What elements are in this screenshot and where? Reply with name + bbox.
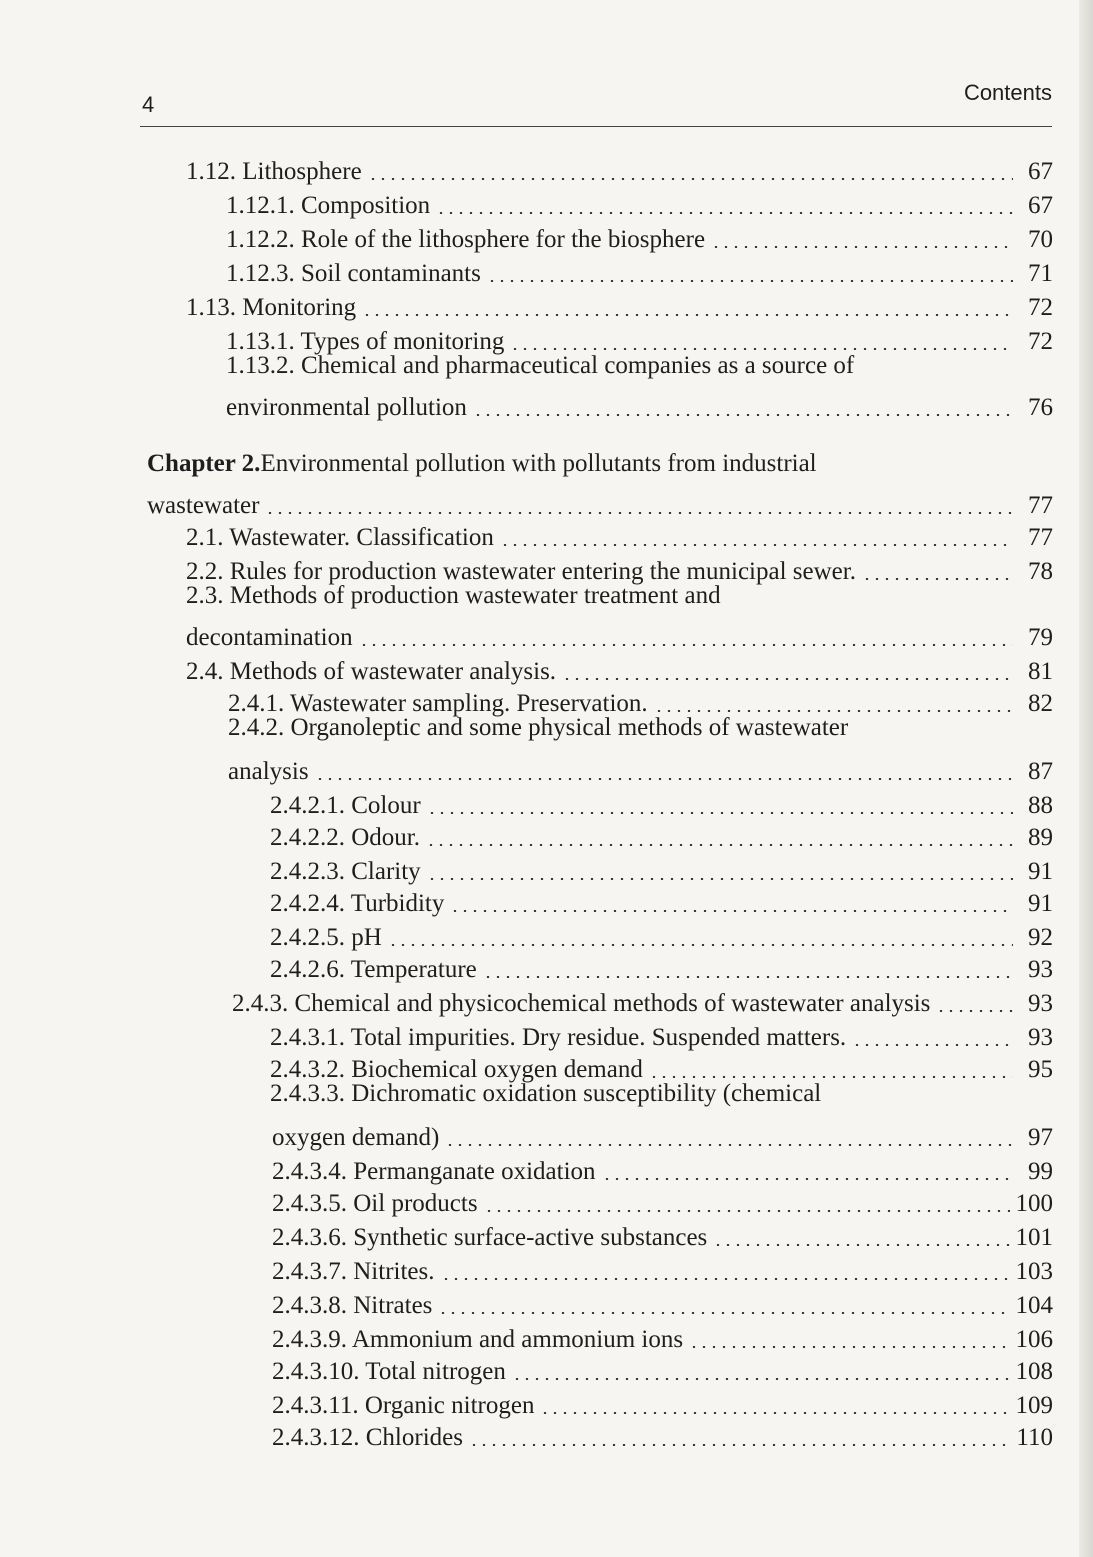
toc-entry-title: 1.12.1. Composition bbox=[226, 192, 431, 219]
dot-leader bbox=[473, 414, 1013, 416]
toc-entry bbox=[186, 618, 1053, 652]
toc-entry-title-text: 2.3. Methods of production wastewater treatment and bbox=[186, 582, 721, 609]
toc-entry-title: 2.4.3.4. Permanganate oxidation bbox=[272, 1158, 596, 1185]
dot-leader bbox=[427, 812, 1013, 814]
dot-leader bbox=[445, 1144, 1013, 1146]
toc-entry bbox=[270, 818, 1053, 852]
chapter-label: Chapter 2. bbox=[147, 450, 261, 477]
dot-leader bbox=[315, 778, 1013, 780]
dot-leader bbox=[469, 1444, 1010, 1446]
toc-entry-title: 2.4.3.2. Biochemical oxygen demand bbox=[270, 1056, 643, 1083]
toc-entry bbox=[270, 1018, 1053, 1052]
dot-leader bbox=[711, 246, 1013, 248]
toc-entry-title bbox=[270, 1080, 821, 1108]
toc-entry-title: 2.4.3.7. Nitrites. bbox=[272, 1258, 435, 1285]
toc-entry bbox=[272, 1252, 1053, 1286]
toc-entry bbox=[270, 786, 1053, 820]
dot-leader bbox=[713, 1244, 1009, 1246]
toc-page-number: 99 bbox=[1028, 1158, 1053, 1185]
dot-leader bbox=[500, 544, 1013, 546]
toc-entry bbox=[186, 288, 1053, 322]
toc-entry-title: 2.4.3.5. Oil products bbox=[272, 1190, 478, 1217]
dot-leader bbox=[484, 1210, 1010, 1212]
toc-entry-title: 1.12.3. Soil contaminants bbox=[226, 260, 481, 287]
toc-entry-title: 2.4.2.6. Temperature bbox=[270, 956, 477, 983]
toc-page-number: 91 bbox=[1028, 858, 1053, 885]
dot-leader bbox=[427, 878, 1013, 880]
toc-page-number: 110 bbox=[1016, 1424, 1053, 1451]
dot-leader bbox=[936, 1010, 1013, 1012]
toc-entry-title: 2.4.3.8. Nitrates bbox=[272, 1292, 433, 1319]
toc-page-number: 77 bbox=[1028, 492, 1053, 519]
toc-entry bbox=[232, 984, 1053, 1018]
toc-entry-continuation: decontamination bbox=[186, 624, 353, 651]
toc-page-number: 101 bbox=[1015, 1224, 1053, 1251]
toc-entry bbox=[272, 1418, 1053, 1452]
toc-page-number: 70 bbox=[1028, 226, 1053, 253]
page-edge-shadow bbox=[1079, 0, 1093, 1557]
dot-leader bbox=[602, 1178, 1013, 1180]
toc-page-number: 76 bbox=[1028, 394, 1053, 421]
page-header bbox=[140, 78, 1052, 127]
toc-entry bbox=[226, 254, 1053, 288]
toc-entry-title: 2.4.1. Wastewater sampling. Preservation. bbox=[228, 690, 648, 717]
toc-entry-title: 2.4.3. Chemical and physicochemical methods of wastewater analysis bbox=[232, 990, 931, 1017]
toc-page-number: 82 bbox=[1028, 690, 1053, 717]
toc-entry-title: 2.4.3.10. Total nitrogen bbox=[272, 1358, 506, 1385]
toc-entry bbox=[270, 852, 1053, 886]
dot-leader bbox=[362, 314, 1013, 316]
toc-entry-title: 2.1. Wastewater. Classification bbox=[186, 524, 494, 551]
toc-page-number: 81 bbox=[1028, 658, 1053, 685]
dot-leader bbox=[852, 1044, 1013, 1046]
dot-leader bbox=[436, 212, 1013, 214]
toc-entry-title-text: 2.4.2. Organoleptic and some physical methods of wastewater bbox=[228, 714, 849, 741]
dot-leader bbox=[562, 678, 1013, 680]
toc-entry-title bbox=[228, 714, 848, 742]
dot-leader bbox=[689, 1346, 1009, 1348]
toc-entry-title: 2.4.3.11. Organic nitrogen bbox=[272, 1392, 535, 1419]
toc-entry-continuation: wastewater bbox=[147, 492, 260, 519]
dot-leader bbox=[649, 1076, 1013, 1078]
toc-entry-title: 2.4.3.6. Synthetic surface-active substances bbox=[272, 1224, 708, 1251]
toc-entry bbox=[272, 1218, 1053, 1252]
toc-page-number: 93 bbox=[1028, 956, 1053, 983]
toc-page-number: 89 bbox=[1028, 824, 1053, 851]
toc-entry-title: 1.13.1. Types of monitoring bbox=[226, 328, 505, 355]
toc-entry bbox=[270, 1050, 1053, 1084]
toc-entry-title: 2.4.3.12. Chlorides bbox=[272, 1424, 463, 1451]
toc-entry bbox=[272, 1152, 1053, 1186]
toc-page-number: 67 bbox=[1028, 192, 1053, 219]
dot-leader bbox=[388, 944, 1013, 946]
dot-leader bbox=[426, 844, 1013, 846]
toc-entry-title: 2.2. Rules for production wastewater entering the municipal sewer. bbox=[186, 558, 856, 585]
toc-entry-title-text: 2.4.3.3. Dichromatic oxidation susceptibility (chemical bbox=[270, 1080, 822, 1107]
toc-entry bbox=[186, 652, 1053, 686]
toc-entry-continuation: environmental pollution bbox=[226, 394, 467, 421]
toc-page-number: 72 bbox=[1028, 294, 1053, 321]
toc-entry-title-text: 1.13.2. Chemical and pharmaceutical companies as a source of bbox=[226, 352, 855, 379]
toc-entry bbox=[226, 186, 1053, 220]
toc-entry-title: 2.4.3.1. Total impurities. Dry residue. Suspended matters. bbox=[270, 1024, 847, 1051]
toc-page-number: 78 bbox=[1028, 558, 1053, 585]
toc-page-number: 77 bbox=[1028, 524, 1053, 551]
toc-entry bbox=[186, 552, 1053, 586]
toc-page-number: 93 bbox=[1028, 1024, 1053, 1051]
toc-entry bbox=[226, 220, 1053, 254]
toc-entry-title bbox=[226, 352, 854, 380]
dot-leader bbox=[512, 1378, 1010, 1380]
toc-entry bbox=[186, 518, 1053, 552]
toc-page-number: 106 bbox=[1015, 1326, 1053, 1353]
toc-page-number: 97 bbox=[1028, 1124, 1053, 1151]
toc-entry bbox=[272, 1118, 1053, 1152]
toc-entry-continuation: oxygen demand) bbox=[272, 1124, 440, 1151]
toc-entry bbox=[226, 388, 1053, 422]
toc-entry bbox=[228, 752, 1053, 786]
toc-entry bbox=[186, 152, 1053, 186]
toc-page-number: 79 bbox=[1028, 624, 1053, 651]
toc-page-number: 87 bbox=[1028, 758, 1053, 785]
toc-entry bbox=[270, 918, 1053, 952]
dot-leader bbox=[483, 976, 1013, 978]
toc-entry-title: 1.12.2. Role of the lithosphere for the biosphere bbox=[226, 226, 706, 253]
page-number: 4 bbox=[142, 92, 155, 117]
toc-entry-title: 2.4.2.1. Colour bbox=[270, 792, 421, 819]
toc-page-number: 92 bbox=[1028, 924, 1053, 951]
dot-leader bbox=[438, 1312, 1009, 1314]
toc-page-number: 67 bbox=[1028, 158, 1053, 185]
toc-page-number: 109 bbox=[1015, 1392, 1053, 1419]
dot-leader bbox=[487, 280, 1013, 282]
dot-leader bbox=[368, 178, 1013, 180]
toc-page-number: 95 bbox=[1028, 1056, 1053, 1083]
toc-entry-continuation: analysis bbox=[228, 758, 309, 785]
toc-page-number: 103 bbox=[1015, 1258, 1053, 1285]
toc-entry bbox=[270, 950, 1053, 984]
dot-leader bbox=[359, 644, 1013, 646]
toc-entry-title: 2.4.2.4. Turbidity bbox=[270, 890, 445, 917]
toc-entry bbox=[270, 884, 1053, 918]
toc-entry bbox=[272, 1386, 1053, 1420]
toc-page-number: 71 bbox=[1028, 260, 1053, 287]
dot-leader bbox=[654, 710, 1013, 712]
toc-entry-title: 2.4. Methods of wastewater analysis. bbox=[186, 658, 557, 685]
toc-page-number: 72 bbox=[1028, 328, 1053, 355]
toc-entry-title: 2.4.2.3. Clarity bbox=[270, 858, 421, 885]
dot-leader bbox=[450, 910, 1013, 912]
toc-entry bbox=[272, 1286, 1053, 1320]
toc-page-number: 91 bbox=[1028, 890, 1053, 917]
toc-page-number: 108 bbox=[1015, 1358, 1053, 1385]
toc-page-number: 104 bbox=[1015, 1292, 1053, 1319]
toc-entry-title-text: Environmental pollution with pollutants from industrial bbox=[260, 450, 817, 477]
dot-leader bbox=[862, 578, 1013, 580]
toc-entry bbox=[228, 684, 1053, 718]
toc-entry bbox=[147, 486, 1053, 520]
toc-entry-title: 2.4.3.9. Ammonium and ammonium ions bbox=[272, 1326, 684, 1353]
toc-entry bbox=[272, 1184, 1053, 1218]
dot-leader bbox=[510, 348, 1013, 350]
toc-page-number: 93 bbox=[1028, 990, 1053, 1017]
toc-page-number: 88 bbox=[1028, 792, 1053, 819]
toc-entry-title: 1.12. Lithosphere bbox=[186, 158, 362, 185]
dot-leader bbox=[265, 512, 1013, 514]
toc-entry-title bbox=[186, 582, 721, 610]
dot-leader bbox=[540, 1412, 1009, 1414]
toc-entry bbox=[226, 322, 1053, 356]
running-title: Contents bbox=[963, 80, 1052, 105]
toc-entry-title: 1.13. Monitoring bbox=[186, 294, 357, 321]
toc-entry-title: 2.4.2.5. pH bbox=[270, 924, 382, 951]
toc-entry bbox=[272, 1352, 1053, 1386]
toc-page-number: 100 bbox=[1015, 1190, 1053, 1217]
dot-leader bbox=[441, 1278, 1010, 1280]
toc-entry bbox=[272, 1320, 1053, 1354]
toc-entry-title: 2.4.2.2. Odour. bbox=[270, 824, 420, 851]
toc-entry-title bbox=[147, 450, 817, 478]
